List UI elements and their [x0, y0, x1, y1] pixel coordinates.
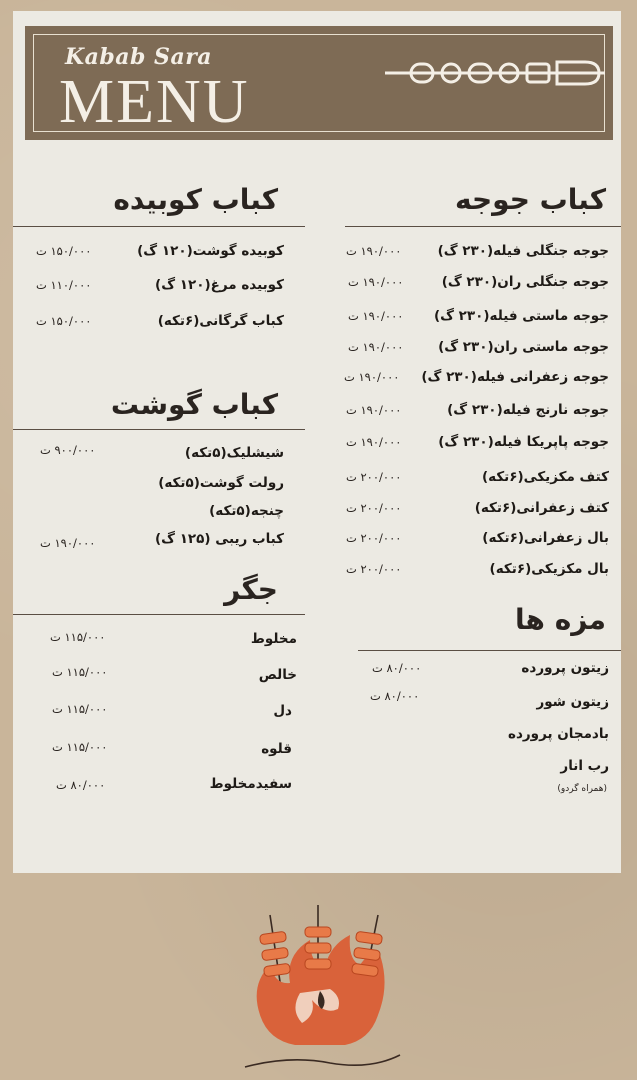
item-price: ۱۹۰/۰۰۰ ت: [348, 309, 404, 323]
menu-item: شیشلیک(۵تکه): [184, 445, 284, 461]
section-title-joojeh: کباب جوجه: [454, 183, 606, 216]
divider-goosht: [13, 429, 305, 430]
item-price: ۱۹۰/۰۰۰ ت: [348, 275, 404, 289]
item-price: ۱۹۰/۰۰۰ ت: [346, 435, 402, 449]
divider-jegar: [13, 614, 305, 615]
menu-item: مخلوط: [250, 631, 297, 647]
section-title-jegar: جگر: [224, 573, 278, 606]
skewer-icon: [385, 56, 605, 90]
item-price: ۱۱۵/۰۰۰ ت: [52, 702, 108, 716]
menu-item: کوبیده مرغ(۱۲۰ گ): [155, 277, 284, 293]
section-mazeh: [420, 603, 606, 636]
menu-item: کتف زعفرانی(۶تکه): [474, 500, 609, 516]
item-price: ۲۰۰/۰۰۰ ت: [346, 501, 402, 515]
item-price: ۱۵۰/۰۰۰ ت: [36, 314, 92, 328]
item-note: (همراه گردو): [557, 784, 607, 794]
menu-item: جوجه نارنج فیله(۲۳۰ گ): [447, 402, 609, 418]
section-joojeh: [360, 183, 606, 216]
item-price: ۸۰/۰۰۰ ت: [372, 661, 422, 675]
menu-item: جوجه ماستی فیله(۲۳۰ گ): [433, 308, 609, 324]
menu-item: قلوه: [261, 741, 292, 757]
item-price: ۱۹۰/۰۰۰ ت: [40, 536, 96, 550]
restaurant-logo: [230, 905, 410, 1075]
item-price: ۱۹۰/۰۰۰ ت: [346, 244, 402, 258]
menu-item: جوجه زعفرانی فیله(۲۳۰ گ): [421, 369, 609, 385]
menu-item: کباب گرگانی(۶تکه): [157, 313, 284, 329]
item-price: ۸۰/۰۰۰ ت: [56, 778, 106, 792]
item-price: ۱۱۰/۰۰۰ ت: [36, 278, 92, 292]
menu-item: کباب ریبی (۱۲۵ گ): [154, 531, 284, 547]
section-title-goosht: کباب گوشت: [110, 388, 278, 421]
item-price: ۱۱۵/۰۰۰ ت: [52, 740, 108, 754]
item-price: ۱۵۰/۰۰۰ ت: [36, 244, 92, 258]
menu-item: دل: [273, 703, 292, 719]
menu-item: زیتون پرورده: [521, 660, 609, 676]
menu-title: MENU: [59, 68, 250, 136]
item-price: ۲۰۰/۰۰۰ ت: [346, 470, 402, 484]
divider-koobideh: [13, 226, 305, 227]
item-price: ۲۰۰/۰۰۰ ت: [346, 531, 402, 545]
menu-item: بادمجان پرورده: [508, 726, 609, 742]
item-price: ۱۹۰/۰۰۰ ت: [346, 403, 402, 417]
item-price: ۸۰/۰۰۰ ت: [370, 689, 420, 703]
menu-header-banner: [25, 26, 613, 140]
item-price: ۱۱۵/۰۰۰ ت: [50, 630, 106, 644]
section-goosht: [30, 388, 278, 421]
menu-item: جوجه ماستی ران(۲۳۰ گ): [438, 339, 609, 355]
item-price: ۹۰۰/۰۰۰ ت: [40, 443, 96, 457]
kebab-fire-logo-icon: [230, 905, 410, 1075]
menu-item: زیتون شور: [536, 694, 609, 710]
section-jegar: [30, 573, 278, 606]
brand-name: Kabab Sara: [65, 44, 213, 70]
menu-item: جوجه پاپریکا فیله(۲۳۰ گ): [438, 434, 609, 450]
menu-item: بال زعفرانی(۶تکه): [482, 530, 609, 546]
menu-item: بال مکزیکی(۶تکه): [489, 561, 609, 577]
menu-item: سفیدمخلوط: [209, 776, 292, 792]
section-koobideh: [30, 183, 278, 216]
menu-item: کتف مکزیکی(۶تکه): [481, 469, 609, 485]
item-price: ۱۱۵/۰۰۰ ت: [52, 665, 108, 679]
menu-item: رب انار: [560, 758, 609, 774]
menu-item: جوجه جنگلی ران(۲۳۰ گ): [441, 274, 609, 290]
menu-item: جوجه جنگلی فیله(۲۳۰ گ): [437, 243, 609, 259]
divider-mazeh: [358, 650, 621, 651]
menu-item: رولت گوشت(۵تکه): [158, 475, 284, 491]
menu-item: چنجه(۵تکه): [209, 503, 284, 519]
item-price: ۱۹۰/۰۰۰ ت: [348, 340, 404, 354]
divider-joojeh: [345, 226, 621, 227]
item-price: ۱۹۰/۰۰۰ ت: [344, 370, 400, 384]
section-title-koobideh: کباب کوبیده: [113, 183, 278, 216]
menu-item: خالص: [258, 667, 297, 683]
menu-item: کوبیده گوشت(۱۲۰ گ): [137, 243, 284, 259]
section-title-mazeh: مزه ها: [515, 603, 606, 636]
item-price: ۲۰۰/۰۰۰ ت: [346, 562, 402, 576]
